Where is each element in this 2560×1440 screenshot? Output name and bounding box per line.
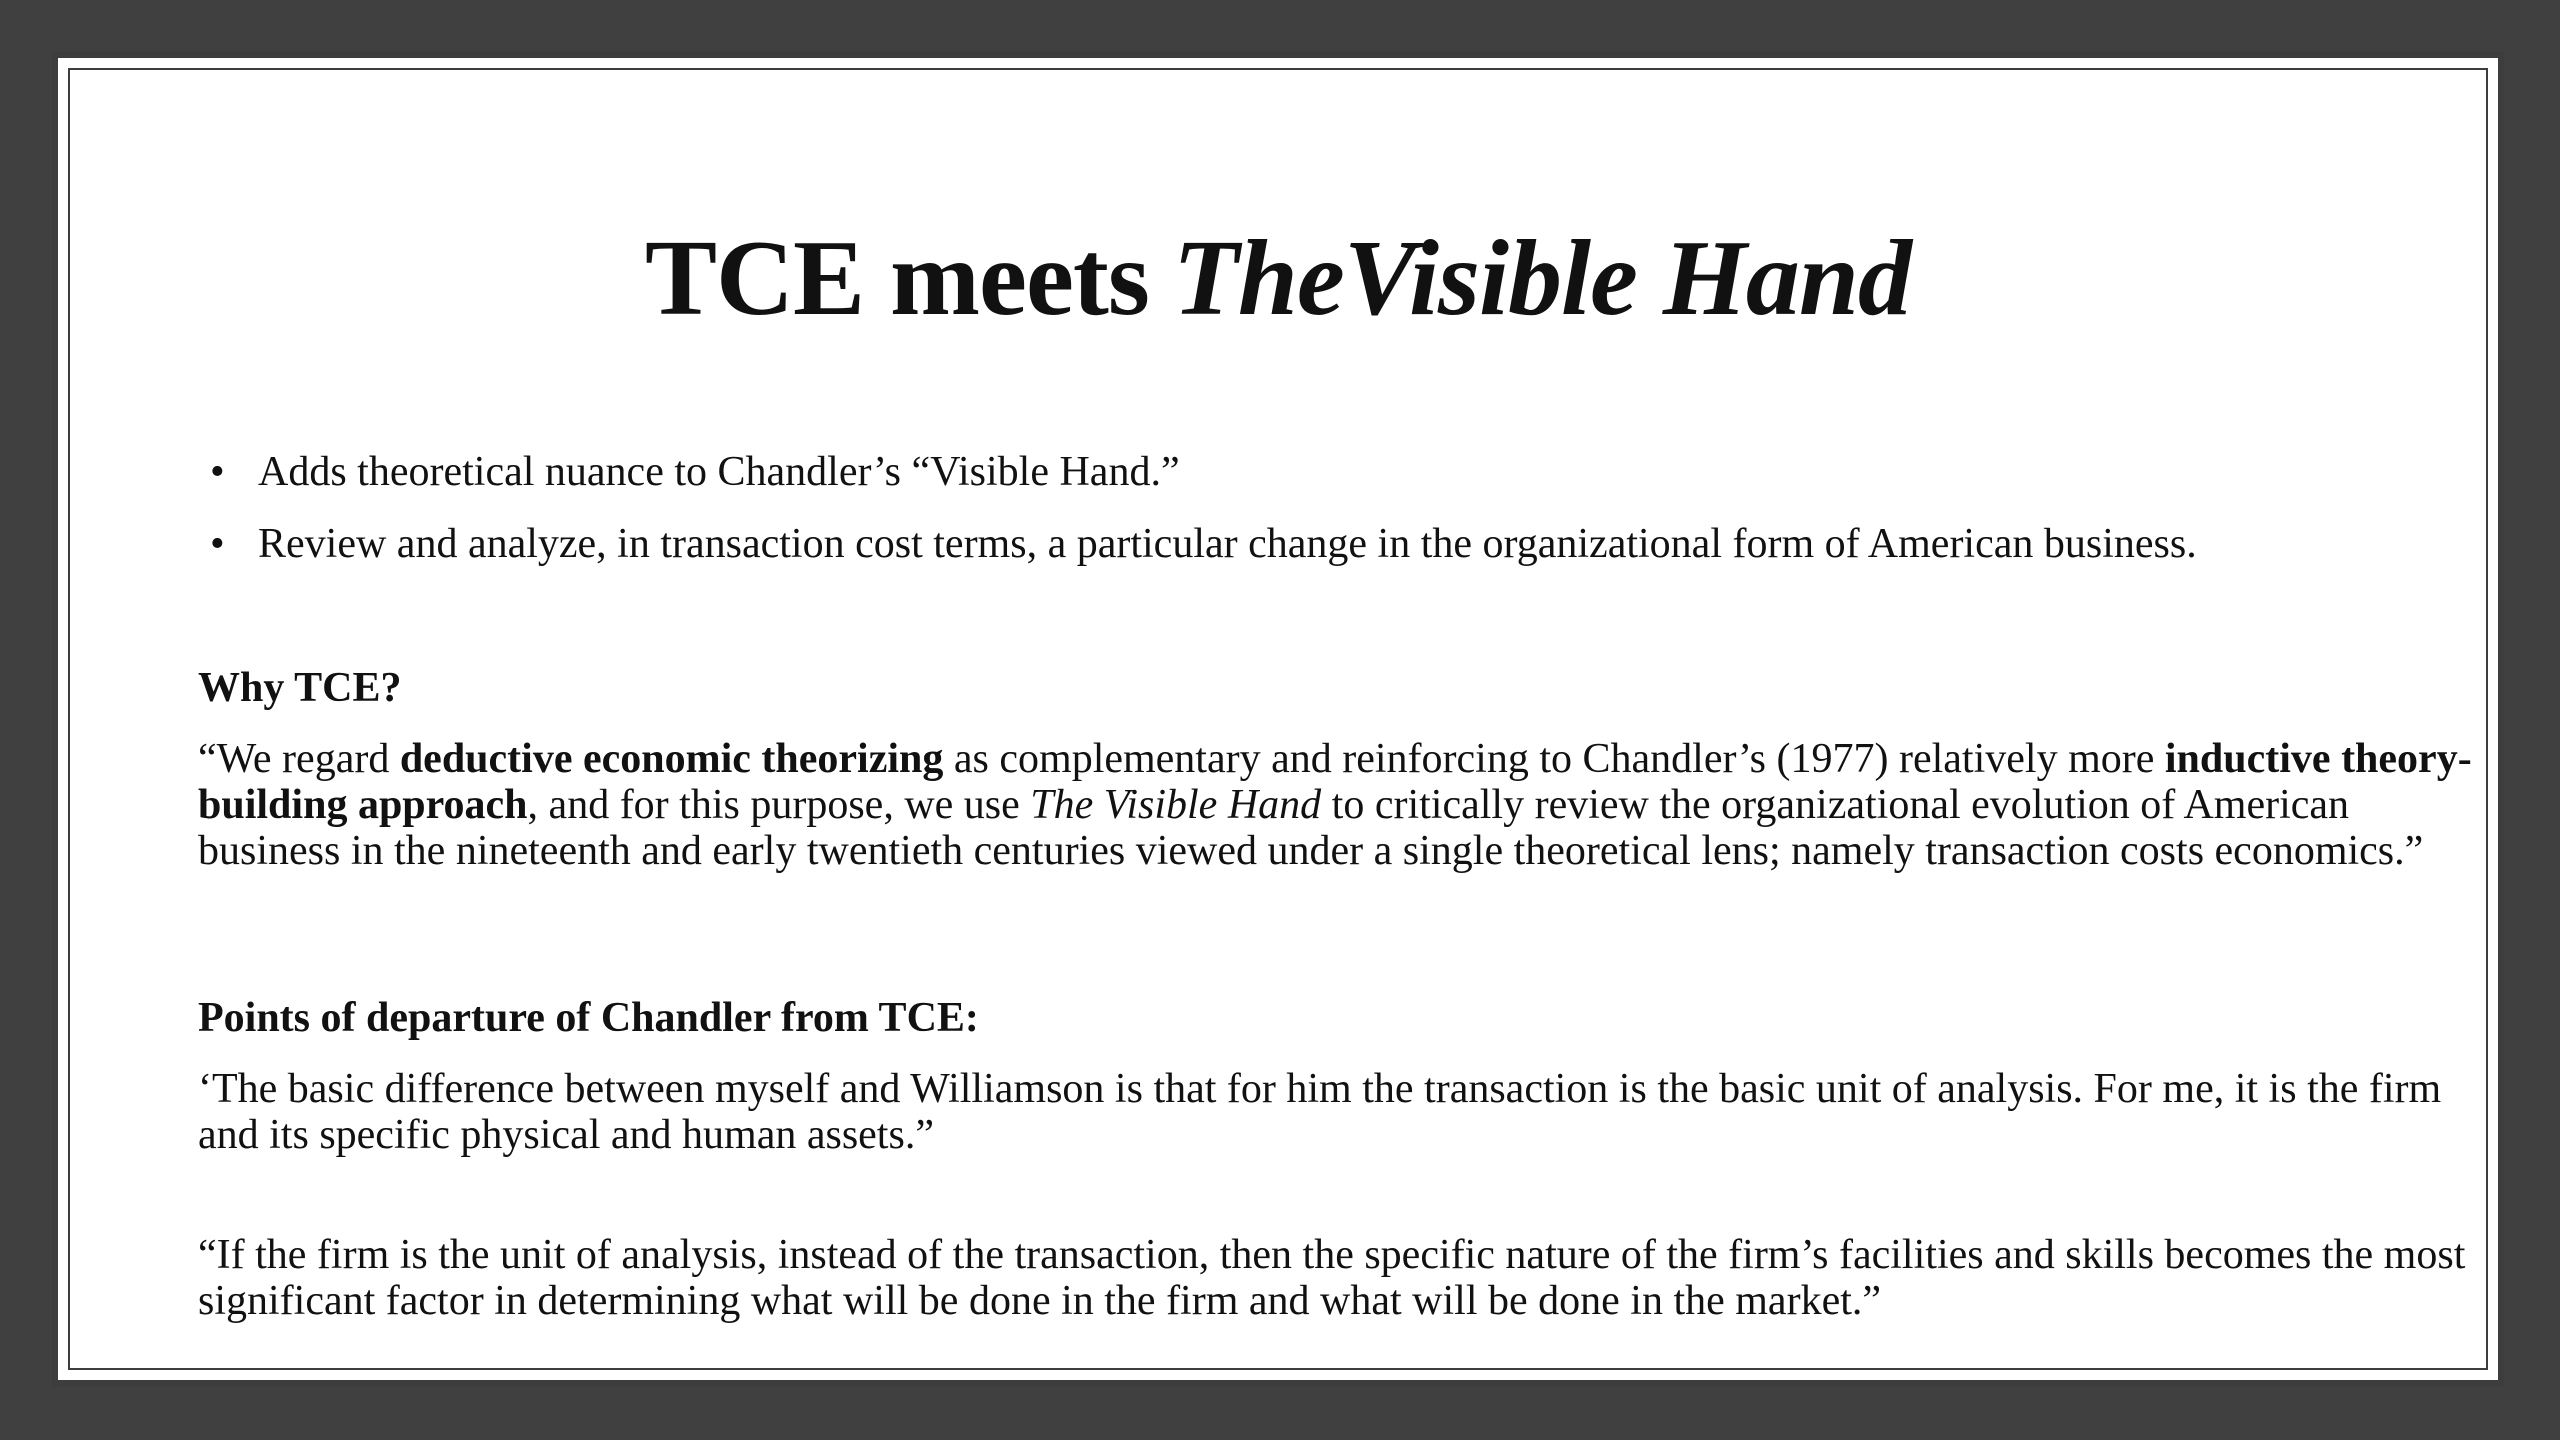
quote-bold-text: inductive theory-building approach [198, 736, 2472, 828]
departure-quote-1: ‘The basic difference between myself and Williamson is that for him the transaction is the basic unit of analysis. For me, it is the firm and its specific physical and human assets.” [198, 1066, 2442, 1158]
slide-title [70, 220, 2486, 339]
slide-inner-border [68, 68, 2488, 1370]
bullet-icon: • [210, 521, 225, 567]
bullet-item [210, 448, 2460, 496]
why-tce-heading: Why TCE? [198, 665, 402, 711]
quote-text: as complementary and reinforcing to Chandler’s (1977) relatively more [943, 736, 2165, 782]
bullet-text: Adds theoretical nuance to Chandler’s “Visible Hand.” [258, 449, 1180, 495]
bullet-text: Review and analyze, in transaction cost terms, a particular change in the organizational form of American business. [258, 521, 2197, 567]
why-tce-quote [198, 736, 2488, 874]
slide [52, 52, 2504, 1386]
quote-bold-text: deductive economic theorizing [399, 736, 944, 782]
quote-text: “We regard [198, 736, 400, 782]
bullet-item [210, 520, 2460, 568]
title-italic: TheVisible Hand [1172, 219, 1911, 338]
bullet-icon: • [210, 449, 225, 495]
departure-quote-2: “If the firm is the unit of analysis, instead of the transaction, then the specific nature of the firm’s facilities and skills becomes the most significant factor in determining what will be done in the firm and what will be done in the market.” [198, 1232, 2466, 1324]
bullet-list [210, 448, 2460, 592]
quote-text: , and for this purpose, we use [527, 782, 1031, 828]
quote-text: to critically review the organizational evolution of American business in the nineteenth and early twentieth centuries viewed under a single theoretical lens; namely transaction costs economics.” [198, 782, 2424, 874]
title-plain: TCE meets [644, 219, 1149, 338]
quote-italic-text: The Visible Hand [1030, 782, 1322, 828]
departure-heading: Points of departure of Chandler from TCE: [198, 995, 979, 1041]
